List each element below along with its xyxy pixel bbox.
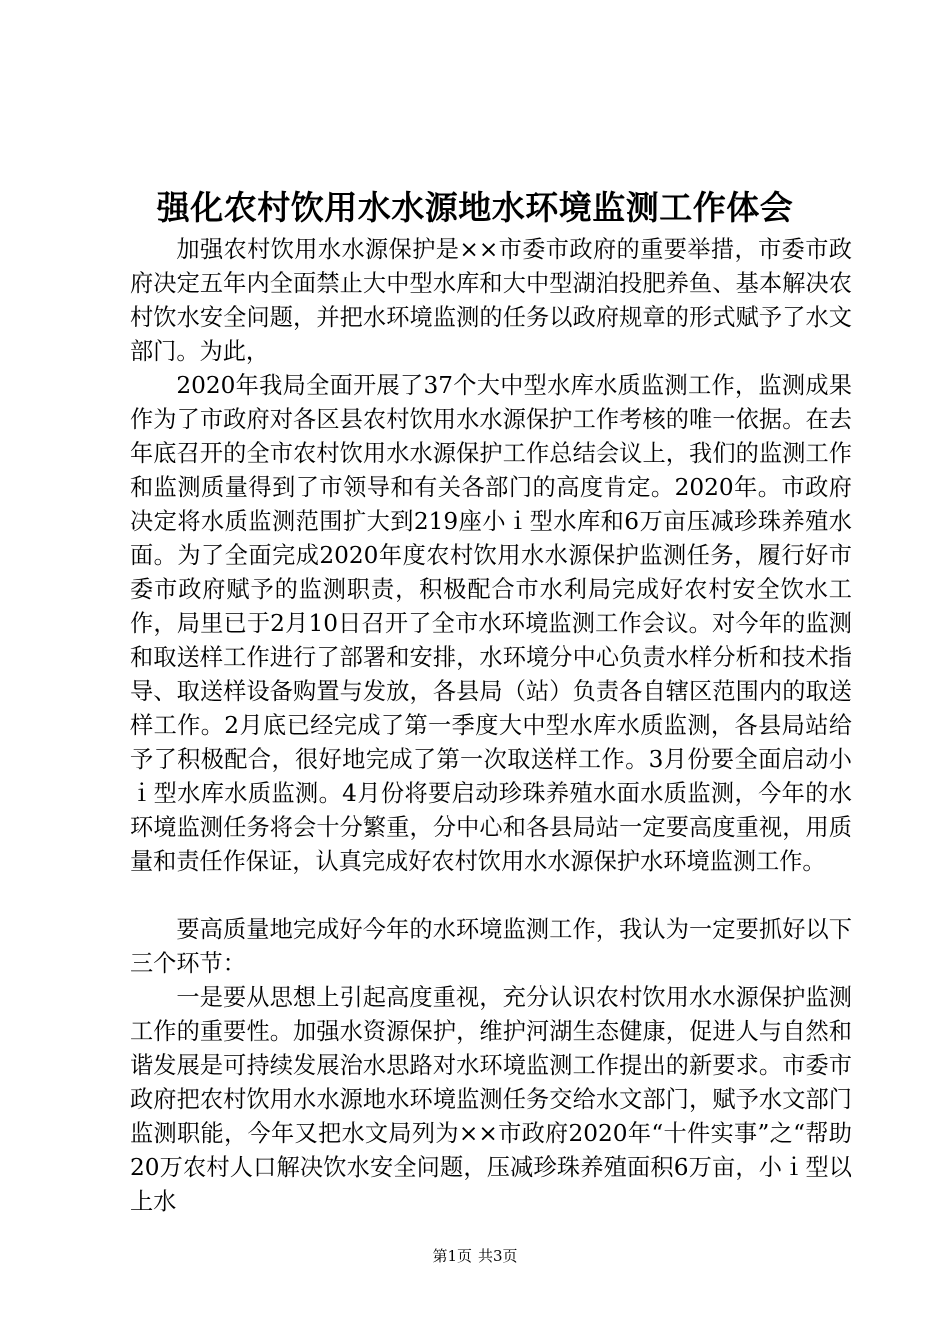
- paragraph-intro: 加强农村饮用水水源保护是××市委市政府的重要举措，市委市政府决定五年内全面禁止大中型水库和大中型湖泊投肥养鱼、基本解决农村饮水安全问题，并把水环境监测的任务以政府规章的形式赋予了水文部门。为此，: [130, 236, 852, 365]
- paragraph-2020-work: 2020年我局全面开展了37个大中型水库水质监测工作，监测成果作为了市政府对各区县农村饮用水水源保护工作考核的唯一依据。在去年底召开的全市农村饮用水水源保护工作总结会议上，我们的监测工作和监测质量得到了市领导和有关各部门的高度肯定。2020年。市政府决定将水质监测范围扩大到219座小ｉ型水库和6万亩压减珍珠养殖水面。为了全面完成2020年度农村饮用水水源保护监测任务，履行好市委市政府赋予的监测职责，积极配合市水利局完成好农村安全饮水工作，局里已于2月10日召开了全市水环境监测工作会议。对今年的监测和取送样工作进行了部署和安排，水环境分中心负责水样分析和技术指导、取送样设备购置与发放，各县局（站）负责各自辖区范围内的取送样工作。2月底已经完成了第一季度大中型水库水质监测，各县局站给予了积极配合，很好地完成了第一次取送样工作。3月份要全面启动小ｉ型水库水质监测。4月份将要启动珍珠养殖水面水质监测，今年的水环境监测任务将会十分繁重，分中心和各县局站一定要高度重视，用质量和责任作保证，认真完成好农村饮用水水源保护水环境监测工作。: [130, 372, 852, 875]
- document-body: [130, 233, 852, 1219]
- paragraph-spacer: [130, 879, 852, 913]
- document-title: 强化农村饮用水水源地水环境监测工作体会: [156, 188, 794, 227]
- page-total: 共3页: [478, 1247, 518, 1265]
- paragraph-first-point: 一是要从思想上引起高度重视，充分认识农村饮用水水源保护监测工作的重要性。加强水资源保护，维护河湖生态健康，促进人与自然和谐发展是可持续发展治水思路对水环境监测工作提出的新要求。市委市政府把农村饮用水水源地水环境监测任务交给水文部门，赋予水文部门监测职能，今年又把水文局列为××市政府2020年“十件实事”之“帮助20万农村人口解决饮水安全问题，压减珍珠养殖面积6万亩，小ｉ型以上水: [130, 984, 852, 1215]
- page-number: 第1页: [432, 1247, 472, 1265]
- page-footer: [0, 1246, 950, 1266]
- paragraph-three-links: 要高质量地完成好今年的水环境监测工作，我认为一定要抓好以下三个环节：: [130, 916, 852, 977]
